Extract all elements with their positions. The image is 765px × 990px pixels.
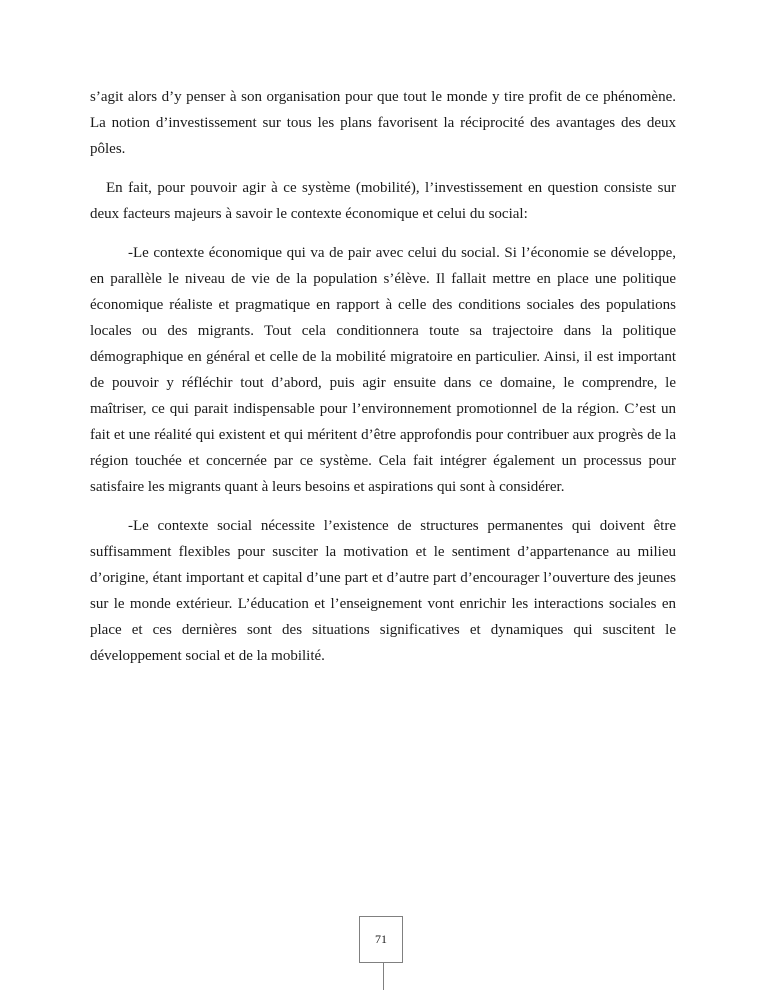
paragraph-continuation: s’agit alors d’y penser à son organisation pour que tout le monde y tire profit de ce phénomène. La notion d’investissement sur tous les plans favorisent la réciprocité des avantages des deux pôles. <box>90 89 676 157</box>
page-number-box <box>359 916 403 963</box>
page-number-stem-line <box>383 962 384 990</box>
page-number: 71 <box>375 932 387 946</box>
paragraph-social-context: -Le contexte social nécessite l’existence de structures permanentes qui doivent être suffisamment flexibles pour susciter la motivation et le sentiment d’appartenance au milieu d’origine, étant important et capital d’une part et d’autre part d’encourager l’ouverture des jeunes sur le monde extérieur. L’éducation et l’enseignement vont enrichir les interactions sociales en place et ces dernières sont des situations significatives et dynamiques qui suscitent le développement social et de la mobilité. <box>90 518 676 664</box>
paragraph-intro: En fait, pour pouvoir agir à ce système (mobilité), l’investissement en question consiste sur deux facteurs majeurs à savoir le contexte économique et celui du social: <box>90 180 676 222</box>
text-body <box>90 84 676 682</box>
paragraph-economic-context: -Le contexte économique qui va de pair avec celui du social. Si l’économie se développe, en parallèle le niveau de vie de la population s’élève. Il fallait mettre en place une politique économique réaliste et pragmatique en rapport à celle des conditions sociales des populations locales ou des migrants. Tout cela conditionnera toute sa trajectoire dans la politique démographique en général et celle de la mobilité migratoire en particulier. Ainsi, il est important de pouvoir y réfléchir tout d’abord, puis agir ensuite dans ce domaine, le comprendre, le maîtriser, ce qui parait indispensable pour l’environnement promotionnel de la région. C’est un fait et une réalité qui existent et qui méritent d’être approfondis pour contribuer aux progrès de la région touchée et concernée par ce système. Cela fait intégrer également un processus pour satisfaire les migrants quant à leurs besoins et aspirations qui sont à considérer. <box>90 245 676 495</box>
